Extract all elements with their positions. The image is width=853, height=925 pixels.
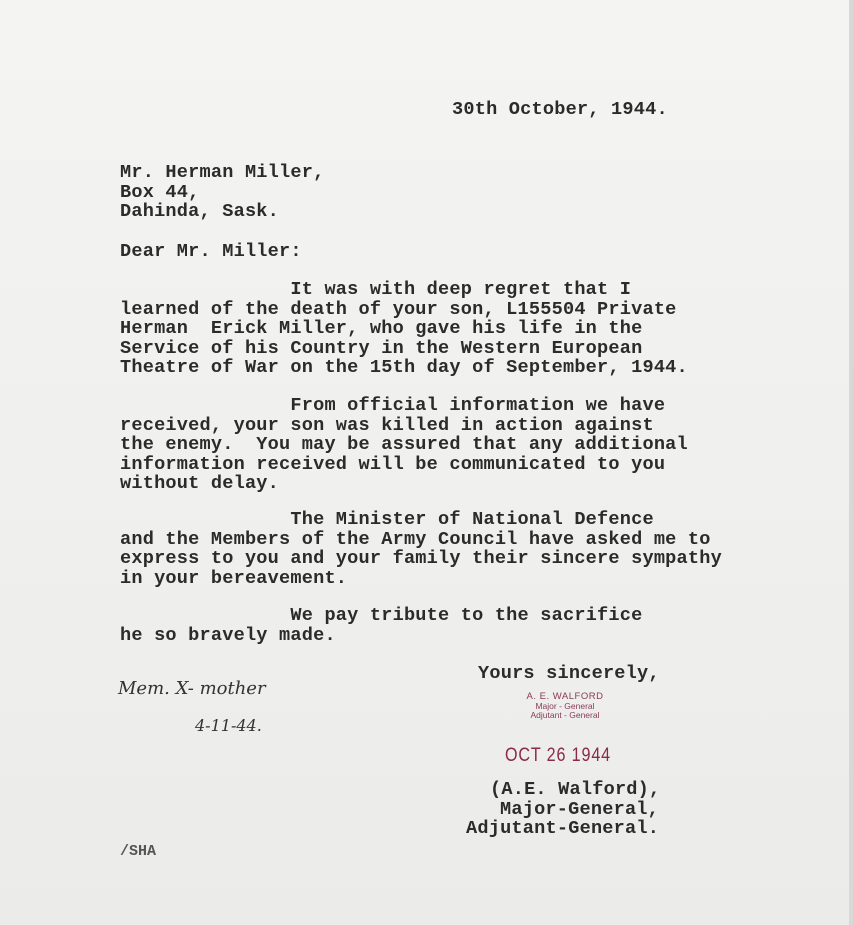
signature-stamp <box>520 692 610 721</box>
stamp-line: Major - General <box>535 700 595 711</box>
stamp-line: A. E. WALFORD <box>526 691 604 702</box>
address-line: Dahinda, Sask. <box>120 201 280 223</box>
paragraph-line: received, your son was killed in action against <box>120 414 654 436</box>
page-edge <box>849 0 853 925</box>
paragraph-line: express to you and your family their sincere sympathy <box>120 548 722 570</box>
signature-title: Adjutant-General. <box>466 818 660 840</box>
paragraph-line: learned of the death of your son, L155504 Private <box>120 298 677 320</box>
date-stamp: OCT 26 1944 <box>505 745 612 766</box>
paragraph-line: Herman Erick Miller, who gave his life in the <box>120 318 643 340</box>
paragraph-1 <box>120 280 688 378</box>
paragraph-line: and the Members of the Army Council have asked me to <box>120 528 711 550</box>
address-line: Mr. Herman Miller, <box>120 162 325 183</box>
paragraph-3 <box>120 510 722 588</box>
paragraph-4 <box>120 606 642 645</box>
reference-initials: /SHA <box>120 843 157 860</box>
salutation: Dear Mr. Miller: <box>120 241 302 262</box>
paragraph-line: From official information we have <box>120 395 666 416</box>
paragraph-line: in your bereavement. <box>120 567 348 589</box>
signature-name: (A.E. Walford), <box>490 779 661 800</box>
recipient-address <box>120 163 324 222</box>
letter-date: 30th October, 1944. <box>452 99 668 120</box>
paragraph-line: without delay. <box>120 473 280 495</box>
signature-rank: Major-General, <box>500 798 660 820</box>
handwritten-date: 4-11-44. <box>195 716 262 735</box>
paragraph-line: the enemy. You may be assured that any additional <box>120 434 688 456</box>
paragraph-line: Theatre of War on the 15th day of September, 1944. <box>120 357 688 379</box>
address-line: Box 44, <box>120 181 200 203</box>
paragraph-line: he so bravely made. <box>120 624 336 646</box>
closing: Yours sincerely, <box>478 663 660 684</box>
paragraph-line: Service of his Country in the Western European <box>120 337 643 359</box>
paragraph-line: We pay tribute to the sacrifice <box>120 605 643 626</box>
paragraph-line: The Minister of National Defence <box>120 509 654 530</box>
paragraph-line: information received will be communicated to you <box>120 453 666 475</box>
paragraph-line: It was with deep regret that I <box>120 279 632 300</box>
stamp-line: Adjutant - General <box>530 710 600 720</box>
handwritten-note: Mem. X- mother <box>118 678 266 699</box>
signature-block <box>466 780 660 839</box>
paragraph-2 <box>120 396 688 494</box>
